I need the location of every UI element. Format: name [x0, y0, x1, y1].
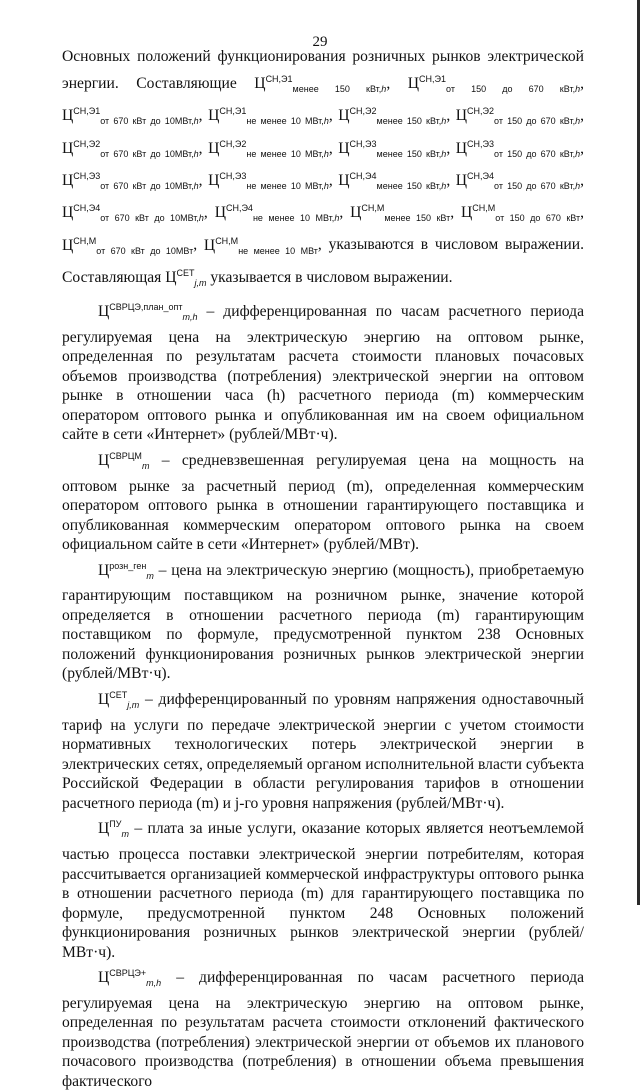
document-body	[62, 46, 584, 1091]
component-symbol: $Ц^{СН,М}_{не менее 10 МВт}$	[203, 235, 318, 256]
paragraph-svrcm	[62, 447, 584, 555]
component-list: $Ц^{СН,Э1}_{менее 150 кВт,h}$, $Ц^{СН,Э1}_{от 150 до 670 кВт,h}$, $Ц^{СН,Э1}_{от 670 кВт до 10МВт,h}$, $Ц^{СН,Э1}_{не менее 10 МВт,h}$, $Ц^{СН,Э2}_{менее 150 кВт,h}$, $Ц^{СН,Э2}_{от 150 до 670 кВт,h}$, $Ц^{СН,Э2}_{от 670 кВт до 10МВт,h}$, $Ц^{СН,Э2}_{не менее 10 МВт,h}$, $Ц^{СН,Э3}_{менее 150 кВт,h}$, $Ц^{СН,Э3}_{от 150 до 670 кВт,h}$, $Ц^{СН,Э3}_{от 670 кВт до 10МВт,h}$, $Ц^{СН,Э3}_{не менее 10 МВт,h}$, $Ц^{СН,Э4}_{менее 150 кВт,h}$, $Ц^{СН,Э4}_{от 150 до 670 кВт,h}$, $Ц^{СН,Э4}_{от 670 кВт до 10МВт,h}$, $Ц^{СН,Э4}_{не менее 10 МВт,h}$, $Ц^{СН,М}_{менее 150 кВт}$, $Ц^{СН,М}_{от 150 до 670 кВт}$, $Ц^{СН,М}_{от 670 кВт до 10МВт}$, $Ц^{СН,М}_{не менее 10 МВт}$,	[62, 74, 585, 256]
component-symbol: $Ц^{СН,М}_{менее 150 кВт}$	[350, 203, 451, 224]
text-line-1: Основных положений функционирования розничных рынков электрической	[62, 48, 584, 65]
definition-svrc3: – дифференцированная по часам расчетного периода регулируемая цена на электрическую энергию на оптовом рынке, определенная по результатам расчета стоимости плановых почасовых объемов производства (потребления) электрической энергии на оптовом рынке в отношении часа (h) расчетного периода (m) коммерческим оператором оптового рынка и опубликованная им на своем официальном сайте в сети «Интернет» (рублей/МВт·ч).	[62, 303, 584, 444]
component-symbol: $Ц^{СН,Э2}_{менее 150 кВт,h}$	[338, 106, 447, 127]
symbol-svrcm: $Ц^{СВРЦМ}_m$	[98, 450, 150, 472]
definition-svrc3-plus: – дифференцированная по часам расчетного периода регулируемая цена на электрическую энергию на оптовом рынке, определенная по результатам расчета стоимости отклонений фактического производства (потребления) электрической энергии от объемов их планового почасового производства (потребления) в отношении объема превышения фактического	[62, 969, 584, 1090]
component-symbol: $Ц^{СН,Э3}_{от 150 до 670 кВт,h}$	[455, 138, 581, 159]
text-line-2-end: указываются в числовом выражении. Составляющая	[62, 236, 585, 286]
component-symbol: $Ц^{СН,Э4}_{не менее 10 МВт,h}$	[214, 203, 340, 224]
component-symbol: $Ц^{СН,Э3}_{менее 150 кВт,h}$	[338, 138, 447, 159]
paragraph-rozn-gen	[62, 557, 584, 684]
definition-svrcm: – средневзвешенная регулируемая цена на мощность на оптовом рынке за расчетный период (m), определенная коммерческим оператором оптового рынка в отношении гарантирующего поставщика и опубликованная коммерческим оператором оптового рынка на своем официальном сайте в сети «Интернет» (рублей/МВт).	[62, 452, 584, 554]
symbol-set-jm: $Ц^{СЕТ}_{j,m}$	[165, 267, 207, 289]
paragraph-svrc3	[62, 298, 584, 445]
component-symbol: $Ц^{СН,М}_{от 150 до 670 кВт}$	[461, 203, 581, 224]
definition-set: – дифференцированный по уровням напряжения одноставочный тариф на услуги по передаче электрической энергии с учетом стоимости нормативных технологических потерь электрической энергии в электрических сетях, определяемый органом исполнительной власти субъекта Российской Федерации в области регулирования тарифов в отношении расчетного периода (m) и j-го уровня напряжения (рублей/МВт·ч).	[62, 691, 584, 812]
symbol-set: $Ц^{СЕТ}_{j,m}$	[98, 689, 140, 711]
definition-pu: – плата за иные услуги, оказание которых является неотъемлемой частью процесса поставки электрической энергии потребителям, которая рассчитывается организацией коммерческой инфраструктуры оптового рынка в отношении расчетного периода (m) для гарантирующего поставщика по формуле, предусмотренной пунктом 248 Основных положений функционирования розничных рынков электрической энергии (рублей/МВт·ч).	[62, 820, 584, 961]
paragraph-svrc3-plus	[62, 964, 584, 1091]
definition-rozn-gen: – цена на электрическую энергию (мощность), приобретаемую гарантирующим поставщиком на розничном рынке, значение которой определяется в отношении расчетного периода (m) гарантирующим поставщиком по формуле, предусмотренной пунктом 238 Основных положений функционирования розничных рынков электрической энергии (рублей/МВт·ч).	[62, 561, 584, 683]
paragraph-pu	[62, 815, 584, 962]
paragraph-set	[62, 686, 584, 813]
symbol-svrc3-plus: $Ц^{СВРЦЭ+}_{m,h}$	[98, 968, 162, 989]
component-symbol: $Ц^{СН,Э2}_{от 150 до 670 кВт,h}$	[455, 106, 581, 127]
component-symbol: $Ц^{СН,Э1}_{от 150 до 670 кВт,h}$	[407, 74, 581, 95]
component-symbol: $Ц^{СН,Э4}_{от 670 кВт до 10МВт,h}$	[62, 203, 204, 224]
component-symbol: $Ц^{СН,Э4}_{от 150 до 670 кВт,h}$	[455, 170, 581, 192]
text-line-3: числовом выражении.	[306, 268, 453, 286]
component-symbol: $Ц^{СН,Э1}_{не менее 10 МВт,h}$	[208, 106, 329, 127]
page-number: 29	[312, 34, 328, 50]
component-symbol: $Ц^{СН,Э3}_{от 670 кВт до 10МВт,h}$	[62, 170, 199, 192]
text-line-2-end2: указывается в	[210, 268, 303, 286]
component-symbol: $Ц^{СН,Э3}_{не менее 10 МВт,h}$	[208, 170, 329, 192]
symbol-rozn-gen: $Ц^{розн\_ген}_m$	[98, 560, 154, 581]
component-symbol: $Ц^{СН,Э1}_{от 670 кВт до 10МВт,h}$	[62, 106, 199, 127]
component-symbol: $Ц^{СН,Э2}_{не менее 10 МВт,h}$	[208, 138, 329, 159]
component-symbol: $Ц^{СН,Э1}_{менее 150 кВт,h}$	[254, 74, 387, 95]
symbol-svrc3: $Ц^{СВРЦЭ,план\_опт}_{m,h}$	[98, 302, 198, 323]
component-symbol: $Ц^{СН,Э4}_{менее 150 кВт,h}$	[338, 170, 447, 192]
component-symbol: $Ц^{СН,М}_{от 670 кВт до 10МВт}$	[62, 235, 194, 256]
component-symbol: $Ц^{СН,Э2}_{от 670 кВт до 10МВт,h}$	[62, 138, 199, 159]
text-line-2: энергии. Составляющие	[62, 75, 237, 93]
paragraph-components	[62, 46, 584, 294]
symbol-pu: $Ц^{ПУ}_m$	[98, 819, 129, 840]
